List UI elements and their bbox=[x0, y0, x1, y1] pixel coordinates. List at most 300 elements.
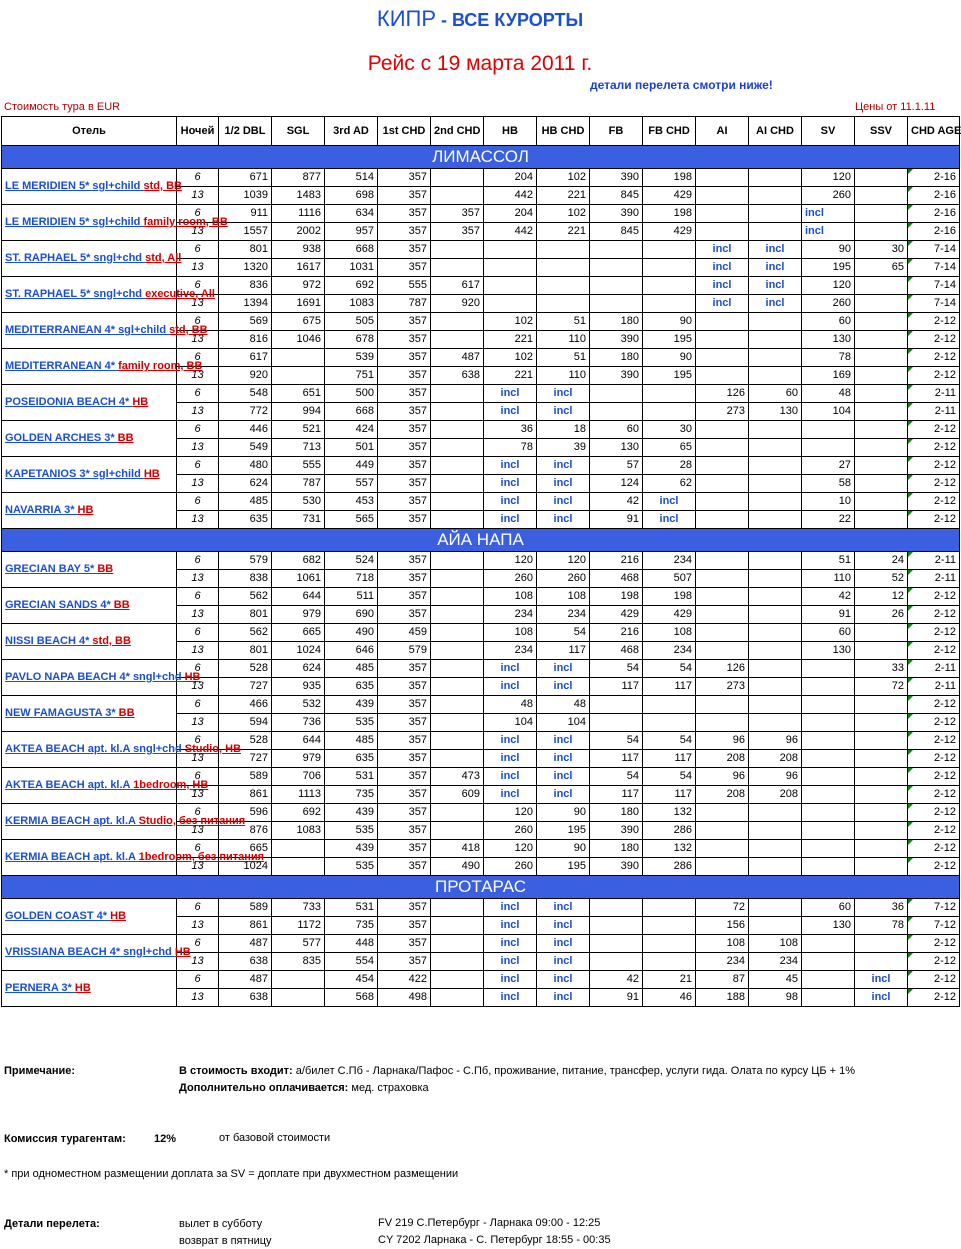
cell-value: 2-11 bbox=[934, 554, 956, 566]
cell-value: 357 bbox=[408, 590, 427, 602]
cell-value: 180 bbox=[620, 806, 639, 818]
table-cell bbox=[219, 511, 272, 529]
table-cell bbox=[643, 439, 696, 457]
table-cell bbox=[272, 732, 325, 750]
table-cell bbox=[177, 493, 219, 511]
table-cell bbox=[749, 588, 802, 606]
comment-marker bbox=[908, 241, 913, 246]
column-header: 3rd AD bbox=[325, 117, 378, 146]
cell-value: 18 bbox=[573, 423, 586, 435]
table-cell bbox=[590, 899, 643, 917]
table-cell bbox=[272, 421, 325, 439]
table-cell bbox=[802, 223, 855, 241]
cell-value: 2-16 bbox=[933, 225, 956, 237]
comment-marker bbox=[908, 205, 913, 210]
hotel-board[interactable]: family room, BB bbox=[143, 216, 228, 228]
hotel-name[interactable]: LE MERIDIEN 5* sgl+child bbox=[5, 216, 144, 228]
cell-value: 286 bbox=[673, 824, 692, 836]
table-cell bbox=[325, 660, 378, 678]
table-cell bbox=[590, 457, 643, 475]
table-cell bbox=[908, 552, 960, 570]
cell-value: 1557 bbox=[243, 225, 268, 237]
table-row bbox=[2, 840, 960, 858]
hotel-name-cell[interactable] bbox=[2, 421, 177, 457]
table-cell bbox=[272, 295, 325, 313]
cell-value: 1483 bbox=[296, 189, 321, 201]
hotel-name-cell[interactable] bbox=[2, 588, 177, 624]
table-cell bbox=[908, 840, 960, 858]
table-cell bbox=[908, 169, 960, 187]
table-cell bbox=[696, 205, 749, 223]
table-cell bbox=[802, 804, 855, 822]
table-cell bbox=[272, 858, 325, 876]
commission-text: от базовой стоимости bbox=[219, 1132, 331, 1144]
table-cell bbox=[484, 840, 537, 858]
comment-marker bbox=[908, 935, 913, 940]
cell-value: 54 bbox=[626, 734, 639, 746]
table-cell bbox=[219, 403, 272, 421]
table-cell bbox=[749, 570, 802, 588]
table-cell bbox=[431, 935, 484, 953]
hotel-name-cell[interactable] bbox=[2, 552, 177, 588]
table-cell bbox=[802, 624, 855, 642]
hotel-board[interactable]: HB bbox=[143, 468, 160, 480]
table-cell bbox=[537, 259, 590, 277]
table-cell bbox=[643, 223, 696, 241]
cell-value: incl bbox=[765, 243, 785, 255]
hotel-name[interactable]: KAPETANIOS 3* sgl+child bbox=[5, 468, 144, 480]
hotel-name[interactable]: POSEIDONIA BEACH 4* bbox=[5, 396, 133, 408]
table-cell bbox=[855, 331, 908, 349]
hotel-name[interactable]: MEDITERRANEAN 4* bbox=[5, 360, 119, 372]
cell-value: 2-12 bbox=[933, 626, 956, 638]
table-cell bbox=[325, 989, 378, 1007]
cell-value: 549 bbox=[249, 441, 268, 453]
cell-value: 357 bbox=[408, 405, 427, 417]
cell-value: 690 bbox=[355, 608, 374, 620]
hotel-name[interactable]: ST. RAPHAEL 5* sngl+chd bbox=[5, 252, 146, 264]
cell-value: 1172 bbox=[297, 919, 321, 931]
cell-value: 668 bbox=[355, 405, 374, 417]
cell-value: 638 bbox=[249, 991, 268, 1003]
hotel-board[interactable]: executive, All bbox=[145, 288, 215, 300]
table-cell bbox=[219, 768, 272, 786]
column-header: 1st CHD bbox=[378, 117, 431, 146]
hotel-board[interactable]: std, BB bbox=[169, 324, 208, 336]
table-cell bbox=[431, 187, 484, 205]
cell-value: incl bbox=[553, 752, 573, 764]
cell-value: 972 bbox=[302, 279, 321, 291]
table-cell bbox=[908, 385, 960, 403]
table-cell bbox=[537, 331, 590, 349]
hotel-name[interactable]: NAVARRIA 3* bbox=[5, 504, 78, 516]
hotel-board[interactable]: 1bedroom, без питания bbox=[138, 851, 265, 863]
cell-value: incl bbox=[805, 225, 824, 237]
table-cell bbox=[590, 205, 643, 223]
table-cell bbox=[908, 917, 960, 935]
table-cell bbox=[272, 552, 325, 570]
cell-value: 130 bbox=[620, 441, 639, 453]
cell-value: 535 bbox=[355, 860, 374, 872]
table-cell bbox=[855, 917, 908, 935]
hotel-board[interactable]: 1bedroom, HB bbox=[133, 779, 209, 791]
cell-value: 357 bbox=[408, 806, 427, 818]
table-cell bbox=[484, 606, 537, 624]
table-cell bbox=[855, 732, 908, 750]
region-row bbox=[2, 529, 960, 552]
table-cell bbox=[696, 624, 749, 642]
hotel-board[interactable]: std, BB bbox=[92, 635, 131, 647]
table-cell bbox=[590, 678, 643, 696]
table-cell bbox=[177, 475, 219, 493]
cell-value: 10 bbox=[838, 495, 851, 507]
cell-value: 429 bbox=[673, 189, 692, 201]
cell-value: 2-16 bbox=[933, 189, 956, 201]
table-cell bbox=[855, 493, 908, 511]
hotel-board[interactable]: HB bbox=[132, 396, 149, 408]
cell-value: 532 bbox=[302, 698, 321, 710]
hotel-name[interactable]: LE MERIDIEN 5* sgl+child bbox=[5, 180, 144, 192]
hotel-name[interactable]: PERNERA 3* bbox=[5, 982, 75, 994]
table-cell bbox=[431, 804, 484, 822]
table-cell bbox=[855, 768, 908, 786]
cell-value: 485 bbox=[355, 734, 374, 746]
hotel-name[interactable]: NEW FAMAGUSTA 3* bbox=[5, 707, 119, 719]
table-cell bbox=[749, 899, 802, 917]
cell-value: 1394 bbox=[243, 297, 268, 309]
table-cell bbox=[908, 768, 960, 786]
cell-value: 357 bbox=[408, 955, 427, 967]
cell-value: 357 bbox=[408, 554, 427, 566]
table-cell bbox=[696, 935, 749, 953]
hotel-name-cell[interactable] bbox=[2, 385, 177, 421]
hotel-name[interactable]: VRISSIANA BEACH 4* sngl+chd bbox=[5, 946, 175, 958]
table-cell bbox=[537, 660, 590, 678]
cell-value: 357 bbox=[408, 734, 427, 746]
cell-value: 198 bbox=[673, 171, 692, 183]
hotel-board[interactable]: BB bbox=[118, 707, 135, 719]
table-cell bbox=[802, 822, 855, 840]
table-cell bbox=[908, 989, 960, 1007]
table-cell bbox=[749, 624, 802, 642]
cell-value: incl bbox=[553, 459, 573, 471]
table-cell bbox=[908, 822, 960, 840]
cell-value: 78 bbox=[838, 351, 851, 363]
table-cell bbox=[219, 917, 272, 935]
hotel-name[interactable]: GRECIAN BAY 5* bbox=[5, 563, 98, 575]
hotel-name-cell[interactable] bbox=[2, 169, 182, 205]
cell-value: 2-12 bbox=[933, 644, 956, 656]
cell-value: 2-12 bbox=[933, 333, 956, 345]
table-cell bbox=[537, 804, 590, 822]
hotel-name-cell[interactable] bbox=[2, 457, 177, 493]
table-cell bbox=[484, 403, 537, 421]
table-cell bbox=[908, 475, 960, 493]
hotel-name[interactable]: AKTEA BEACH apt. kl.A bbox=[5, 779, 134, 791]
cell-value: 13 bbox=[191, 860, 204, 872]
hotel-name[interactable]: KERMIA BEACH apt. kl.A bbox=[5, 815, 139, 827]
table-cell bbox=[643, 313, 696, 331]
hotel-name[interactable]: PAVLO NAPA BEACH 4* sngl+chd bbox=[5, 671, 185, 683]
table-cell bbox=[590, 642, 643, 660]
hotel-board[interactable]: Studio, без питания bbox=[138, 815, 246, 827]
cell-value: 838 bbox=[249, 572, 268, 584]
cell-value: 357 bbox=[408, 351, 427, 363]
table-cell bbox=[431, 552, 484, 570]
table-cell bbox=[484, 804, 537, 822]
table-cell bbox=[802, 732, 855, 750]
hotel-board[interactable]: BB bbox=[113, 599, 130, 611]
table-cell bbox=[537, 313, 590, 331]
table-cell bbox=[908, 241, 960, 259]
cell-value: 453 bbox=[355, 495, 374, 507]
table-cell bbox=[749, 840, 802, 858]
comment-marker bbox=[908, 660, 913, 665]
table-cell bbox=[219, 421, 272, 439]
column-header: AI bbox=[696, 117, 749, 146]
table-cell bbox=[272, 714, 325, 732]
table-cell bbox=[590, 385, 643, 403]
cell-value: 2-12 bbox=[933, 842, 956, 854]
cell-value: 535 bbox=[355, 824, 374, 836]
cell-value: 459 bbox=[408, 626, 427, 638]
hotel-name[interactable]: KERMIA BEACH apt. kl.A bbox=[5, 851, 139, 863]
cell-value: 2-12 bbox=[933, 315, 956, 327]
hotel-name-cell[interactable] bbox=[2, 899, 177, 935]
table-cell bbox=[643, 277, 696, 295]
cell-value: 920 bbox=[461, 297, 480, 309]
cell-value: 390 bbox=[620, 860, 639, 872]
table-cell bbox=[484, 385, 537, 403]
table-cell bbox=[484, 642, 537, 660]
table-cell bbox=[484, 439, 537, 457]
cell-value: 13 bbox=[191, 477, 204, 489]
hotel-board[interactable]: std, All bbox=[145, 252, 182, 264]
cell-value: 33 bbox=[891, 662, 904, 674]
region-row bbox=[2, 876, 960, 899]
table-cell bbox=[272, 205, 325, 223]
table-cell bbox=[484, 331, 537, 349]
table-cell bbox=[802, 750, 855, 768]
cell-value: 562 bbox=[249, 626, 268, 638]
comment-marker bbox=[908, 493, 913, 498]
table-row bbox=[2, 205, 960, 223]
hotel-board[interactable]: Studio, HB bbox=[184, 743, 242, 755]
table-cell bbox=[643, 241, 696, 259]
hotel-name-cell[interactable] bbox=[2, 493, 177, 529]
cell-value: 234 bbox=[673, 644, 692, 656]
cell-value: 13 bbox=[191, 572, 204, 584]
cell-value: 624 bbox=[302, 662, 321, 674]
cell-value: 2-12 bbox=[933, 716, 956, 728]
table-cell bbox=[855, 439, 908, 457]
hotel-name[interactable]: GRECIAN SANDS 4* bbox=[5, 599, 114, 611]
table-body bbox=[2, 146, 960, 1007]
cell-value: 130 bbox=[832, 919, 851, 931]
hotel-name[interactable]: GOLDEN ARCHES 3* bbox=[5, 432, 118, 444]
cell-value: 6 bbox=[194, 279, 201, 291]
hotel-board[interactable]: HB bbox=[174, 946, 191, 958]
cell-value: 6 bbox=[194, 901, 201, 913]
hotel-name[interactable]: NISSI BEACH 4* bbox=[5, 635, 93, 647]
table-cell bbox=[431, 786, 484, 804]
table-cell bbox=[177, 971, 219, 989]
table-cell bbox=[484, 277, 537, 295]
table-cell bbox=[484, 678, 537, 696]
table-cell bbox=[537, 241, 590, 259]
table-cell bbox=[855, 313, 908, 331]
cell-value: 2-12 bbox=[933, 770, 956, 782]
includes-line bbox=[179, 1065, 855, 1077]
region-name: ПРОТАРАС bbox=[2, 876, 960, 899]
hotel-name[interactable]: ST. RAPHAEL 5* sngl+chd bbox=[5, 288, 146, 300]
cell-value: incl bbox=[500, 991, 520, 1003]
comment-marker bbox=[908, 511, 913, 516]
cell-value: 718 bbox=[355, 572, 374, 584]
hotel-name[interactable]: MEDITERRANEAN 4* sgl+child bbox=[5, 324, 170, 336]
table-cell bbox=[431, 917, 484, 935]
table-cell bbox=[325, 971, 378, 989]
table-cell bbox=[643, 624, 696, 642]
table-cell bbox=[484, 953, 537, 971]
hotel-board[interactable]: HB bbox=[74, 982, 91, 994]
table-cell bbox=[272, 169, 325, 187]
table-cell bbox=[378, 187, 431, 205]
table-cell bbox=[855, 421, 908, 439]
cell-value: 449 bbox=[355, 459, 374, 471]
hotel-board[interactable]: family room, BB bbox=[118, 360, 203, 372]
table-cell bbox=[908, 570, 960, 588]
hotel-board[interactable]: BB bbox=[97, 563, 114, 575]
hotel-board[interactable]: std, BB bbox=[143, 180, 182, 192]
hotel-name-cell[interactable] bbox=[2, 696, 177, 732]
cell-value: 6 bbox=[194, 171, 201, 183]
cell-value: 2-12 bbox=[933, 477, 956, 489]
comment-marker bbox=[908, 169, 913, 174]
table-cell bbox=[219, 606, 272, 624]
cell-value: 735 bbox=[355, 788, 374, 800]
table-cell bbox=[431, 768, 484, 786]
table-cell bbox=[590, 588, 643, 606]
cell-value: 876 bbox=[249, 824, 268, 836]
cell-value: 54 bbox=[626, 770, 639, 782]
cell-value: 120 bbox=[567, 554, 586, 566]
cell-value: 357 bbox=[408, 513, 427, 525]
cell-value: 13 bbox=[191, 919, 204, 931]
flight-details-label: Детали перелета: bbox=[4, 1218, 100, 1230]
table-cell bbox=[802, 971, 855, 989]
hotel-board[interactable]: BB bbox=[117, 432, 134, 444]
table-cell bbox=[643, 187, 696, 205]
cell-value: 801 bbox=[249, 243, 268, 255]
cell-value: 442 bbox=[514, 189, 533, 201]
hotel-board[interactable]: HB bbox=[184, 671, 201, 683]
cell-value: 54 bbox=[626, 662, 639, 674]
table-cell bbox=[908, 714, 960, 732]
cell-value: 2-12 bbox=[933, 495, 956, 507]
cell-value: 6 bbox=[194, 662, 201, 674]
table-cell bbox=[537, 606, 590, 624]
table-cell bbox=[749, 678, 802, 696]
table-row bbox=[2, 768, 960, 786]
hotel-board[interactable]: HB bbox=[77, 504, 94, 516]
hotel-board[interactable]: HB bbox=[110, 910, 127, 922]
cell-value: incl bbox=[871, 991, 891, 1003]
cell-value: 234 bbox=[514, 608, 533, 620]
cell-value: 51 bbox=[573, 351, 586, 363]
hotel-name-cell[interactable] bbox=[2, 971, 177, 1007]
table-cell bbox=[749, 989, 802, 1007]
table-cell bbox=[696, 786, 749, 804]
hotel-name[interactable]: GOLDEN COAST 4* bbox=[5, 910, 111, 922]
cell-value: 2002 bbox=[296, 225, 321, 237]
cell-value: 861 bbox=[249, 788, 268, 800]
cell-value: incl bbox=[500, 955, 520, 967]
cell-value: incl bbox=[500, 937, 520, 949]
table-cell bbox=[431, 570, 484, 588]
table-cell bbox=[855, 840, 908, 858]
table-cell bbox=[643, 570, 696, 588]
cell-value: 357 bbox=[408, 459, 427, 471]
table-cell bbox=[802, 678, 855, 696]
table-cell bbox=[378, 714, 431, 732]
hotel-name[interactable]: AKTEA BEACH apt. kl.A sngl+chd bbox=[5, 743, 185, 755]
table-cell bbox=[908, 660, 960, 678]
cell-value: 357 bbox=[408, 716, 427, 728]
cell-value: 357 bbox=[408, 752, 427, 764]
table-cell bbox=[590, 971, 643, 989]
cell-value: 845 bbox=[620, 225, 639, 237]
column-header: 2nd CHD bbox=[431, 117, 484, 146]
cell-value: 357 bbox=[408, 680, 427, 692]
table-cell bbox=[484, 241, 537, 259]
table-cell bbox=[696, 421, 749, 439]
table-cell bbox=[855, 403, 908, 421]
cell-value: 524 bbox=[355, 554, 374, 566]
hotel-name-cell[interactable] bbox=[2, 935, 191, 971]
cell-value: 221 bbox=[514, 333, 533, 345]
cell-value: 96 bbox=[732, 770, 745, 782]
table-cell bbox=[378, 750, 431, 768]
cell-value: 62 bbox=[679, 477, 692, 489]
table-cell bbox=[590, 349, 643, 367]
table-cell bbox=[643, 768, 696, 786]
comment-marker bbox=[908, 475, 913, 480]
table-cell bbox=[802, 385, 855, 403]
table-cell bbox=[325, 295, 378, 313]
hotel-name-cell[interactable] bbox=[2, 624, 177, 660]
table-cell bbox=[378, 367, 431, 385]
cell-value: 439 bbox=[355, 842, 374, 854]
table-cell bbox=[484, 917, 537, 935]
table-row bbox=[2, 696, 960, 714]
table-cell bbox=[590, 331, 643, 349]
comment-marker bbox=[908, 804, 913, 809]
table-cell bbox=[325, 696, 378, 714]
cell-value: incl bbox=[500, 788, 520, 800]
cell-value: 528 bbox=[249, 734, 268, 746]
cell-value: 120 bbox=[832, 279, 851, 291]
table-cell bbox=[908, 804, 960, 822]
cell-value: 357 bbox=[408, 207, 427, 219]
cell-value: 91 bbox=[626, 991, 639, 1003]
cell-value: 28 bbox=[679, 459, 692, 471]
table-cell bbox=[431, 732, 484, 750]
hotel-name-cell[interactable] bbox=[2, 241, 182, 277]
cell-value: 596 bbox=[249, 806, 268, 818]
table-cell bbox=[696, 552, 749, 570]
table-cell bbox=[378, 858, 431, 876]
